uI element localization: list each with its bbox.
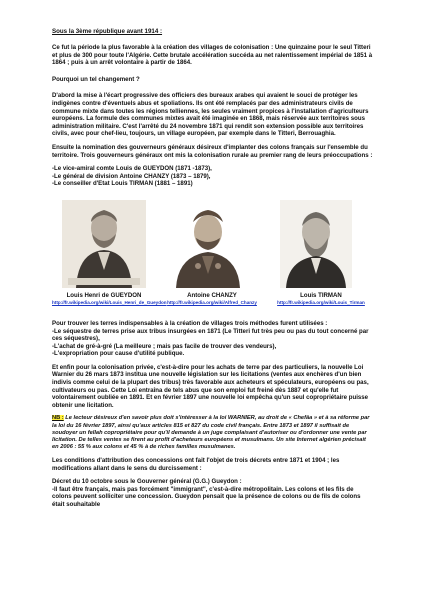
portrait-tirman-image	[280, 200, 352, 288]
list-item: -Le vice-amiral comte Louis de GUEYDON (1871 -1873),	[52, 165, 212, 173]
caption-chanzy	[160, 292, 264, 306]
portrait-chanzy-image	[170, 200, 246, 288]
paragraph-intro: Ce fut la période la plus favorable à la création des villages de colonisation : Une quinzaine pour le seul Titteri et plus de 300 pour toute l'Algérie. Cette brutale accélération succéda au net ralentissement impérial de 1851 à 1864 ; puis à un arrêt volontaire à partir de 1864.	[52, 44, 373, 67]
methods-list	[52, 328, 374, 358]
paragraph-decree: Décret du 10 octobre sous le Gouverner général (G.G.) Gueydon :	[52, 478, 242, 486]
paragraph-warnier: Et enfin pour la colonisation privée, c'est-à-dire pour les achats de terre par des particuliers, la nouvelle Loi Warnier du 26 mars 1873 institua une nouvelle législation sur les licitations (ventes aux enchères d'un bien indivis comme celui de la plupart des tribus) très favorable aux acheteurs et spéculateurs, européens ou pas, cultivateurs ou pas. Cette Loi entraîna de tels abus que son emploi fut freiné dès 1887 et qu'elle fut volontairement oubliée en 1891. Et en février 1897 une nouvelle loi empêcha qu'un seul copropriétaire puisse obtenir une licitation.	[52, 363, 369, 409]
nb-label: NB :	[52, 415, 64, 422]
caption-name: Louis Henri de GUEYDON	[66, 291, 142, 299]
portrait-gueydon-image	[62, 200, 146, 288]
caption-link[interactable]: http://fr.wikipedia.org/wiki/Louis_Henri_de_Gueydon	[52, 299, 167, 305]
governors-list	[52, 165, 374, 188]
section-heading: Sous la 3ème république avant 1914 :	[52, 28, 163, 35]
caption-link[interactable]: http://fr.wikipedia.org/wiki/Alfred_Chanzy	[167, 299, 257, 305]
question-heading: Pourquoi un tel changement ?	[52, 75, 140, 83]
paragraph-methods: Pour trouver les terres indispensables à la création de villages trois méthodes furent utilisées :	[52, 319, 328, 327]
portrait-gueydon	[62, 200, 146, 288]
caption-name: Antoine CHANZY	[187, 291, 237, 299]
paragraph-governors: Ensuite la nomination des gouverneurs généraux désireux d'implanter des colons français sur l'ensemble du territoire. Trois gouverneurs généraux ont mis la colonisation rurale au premier rang de leurs préoccupations :	[52, 143, 373, 159]
caption-name: Louis TIRMAN	[300, 291, 342, 299]
portraits-row	[52, 200, 374, 320]
list-item: -L'expropriation pour cause d'utilité publique.	[52, 350, 185, 358]
caption-tirman	[268, 292, 374, 306]
portrait-chanzy	[170, 200, 246, 288]
nb-note	[52, 415, 374, 450]
list-item: -L'achat de gré-à-gré (La meilleure ; mais pas facile de trouver des vendeurs),	[52, 342, 277, 350]
list-item: -Le conseiller d'Etat Louis TIRMAN (1881 – 1891)	[52, 180, 193, 188]
list-item: -Le séquestre de terres prise aux tribus insurgées en 1871 (Le Titteri fut très peu ou pas du tout concerné par ces séquestres),	[52, 327, 369, 343]
portrait-tirman	[280, 200, 352, 288]
list-item: -Le général de division Antoine CHANZY (1873 – 1879),	[52, 172, 211, 180]
document-page	[52, 28, 374, 508]
nb-text: Le lecteur désireux d'en savoir plus doit s'intéresser à la loi WARNIER, au droit de « Chefâa » et à sa réforme par la loi du 16 février 1897, ainsi qu'aux articles 815 et 827 du code civil français. Entre 1873 et 1897 il suffisait de soudoyer un fellah copropriétaire pour qu'il demande à un juge complaisant d'autoriser ou d'ordonner une vente par licitation. De telles ventes se firent au profit d'acheteurs européens et musulmans. Un site Internet algérien précisait en 2006 : 55 % aux colons et 45 % à de riches familles musulmanes.	[52, 415, 370, 450]
paragraph-reasons: D'abord la mise à l'écart progressive des officiers des bureaux arabes qui avaient le souci de protéger les indigènes contre d'éventuels abus et spoliations. Ils ont été remplacés par des administrateurs civils de commune mixte dans toutes les régions telliennes, les seules vraiment propices à l'installation d'agriculteurs européens. La formule des communes mixtes avait été imaginée en 1868, mais réservée aux territoires sous administration militaire. C'est l'arrêté du 24 novembre 1871 qui rendit son extension possible aux territoires civils, avec pour chef-lieu, toujours, un village européen, par exemple dans le Titteri, Berrouaghia.	[52, 92, 369, 138]
paragraph-conditions: Les conditions d'attribution des concessions ont fait l'objet de trois décrets entre 1871 et 1904 ; les modifications allant dans le sens du durcissement :	[52, 456, 340, 472]
caption-gueydon	[52, 291, 167, 306]
caption-link[interactable]: http://fr.wikipedia.org/wiki/Louis_Tirman	[277, 299, 365, 305]
paragraph-decree-detail: -Il faut être français, mais pas forcément "immigrant", c'est-à-dire métropolitain. Les colons et les fils de colons peuvent solliciter une concession. Gueydon pensait que la présence de colons ou de fils de colons était souhaitable	[52, 485, 361, 508]
